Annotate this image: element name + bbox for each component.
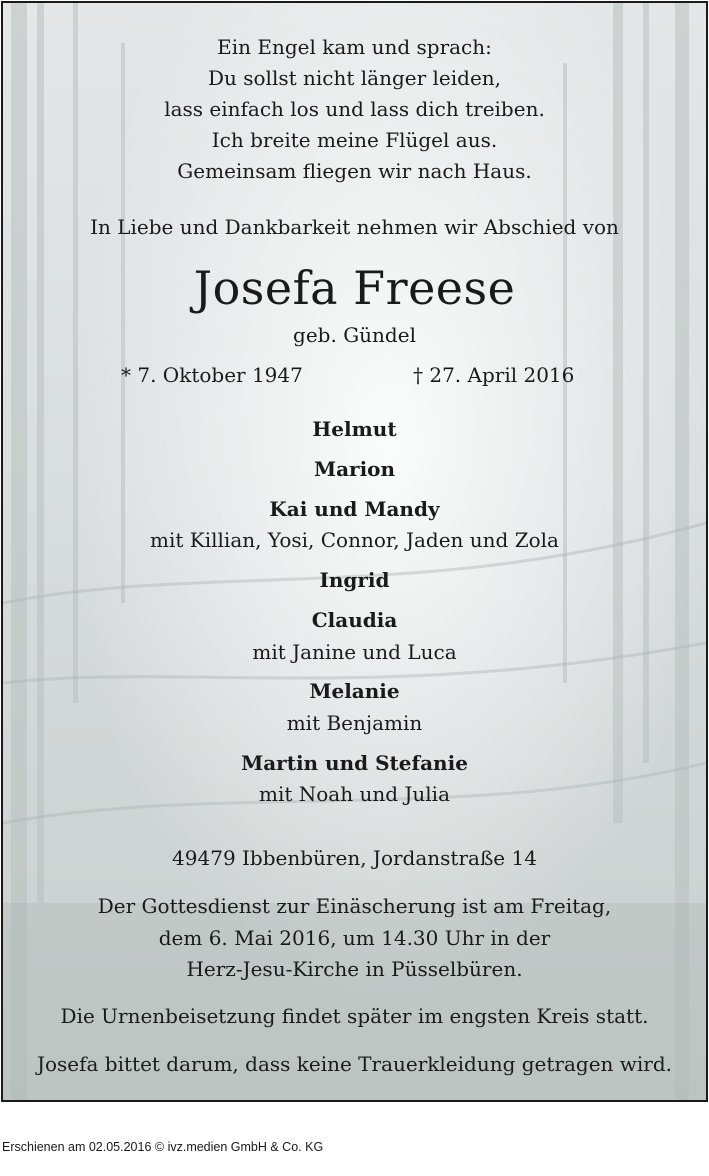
dress-note: Josefa bittet darum, dass keine Trauerkleidung getragen wird. [36, 1052, 673, 1076]
birth-date: * 7. Oktober 1947 [121, 363, 303, 387]
family-member-children: mit Janine und Luca [252, 640, 457, 664]
family-member-name: Martin und Stefanie [241, 751, 468, 775]
family-member-name: Ingrid [319, 568, 390, 592]
deceased-name: Josefa Freese [193, 261, 516, 315]
urn-note: Die Urnenbeisetzung findet später im engsten Kreis statt. [60, 1004, 649, 1028]
publication-footer: Erschienen am 02.05.2016 © ivz.medien GmbH & Co. KG [2, 1140, 324, 1154]
family-member-name: Claudia [311, 608, 398, 632]
obituary-notice [1, 1, 708, 1102]
family-member-name: Kai und Mandy [269, 497, 440, 521]
service-line: Herz-Jesu-Kirche in Püsselbüren. [186, 957, 523, 981]
family-member-name: Marion [313, 457, 396, 481]
notice-content [3, 3, 706, 1100]
family-member-children: mit Killian, Yosi, Connor, Jaden und Zola [150, 528, 559, 552]
poem-line: Ein Engel kam und sprach: [217, 35, 492, 59]
address: 49479 Ibbenbüren, Jordanstraße 14 [172, 846, 537, 870]
family-member-children: mit Noah und Julia [259, 782, 450, 806]
poem-line: Ich breite meine Flügel aus. [211, 128, 498, 152]
poem-line: lass einfach los und lass dich treiben. [164, 97, 545, 121]
birth-name: geb. Gündel [293, 323, 416, 347]
family-member-name: Melanie [309, 679, 400, 703]
poem-line: Gemeinsam fliegen wir nach Haus. [177, 159, 532, 183]
family-member-name: Helmut [312, 417, 397, 441]
intro-text: In Liebe und Dankbarkeit nehmen wir Abschied von [90, 215, 619, 239]
poem-line: Du sollst nicht länger leiden, [207, 66, 502, 90]
death-date: † 27. April 2016 [413, 363, 575, 387]
family-member-children: mit Benjamin [286, 711, 423, 735]
service-line: Der Gottesdienst zur Einäscherung ist am Freitag, [97, 894, 612, 918]
service-line: dem 6. Mai 2016, um 14.30 Uhr in der [158, 926, 551, 950]
